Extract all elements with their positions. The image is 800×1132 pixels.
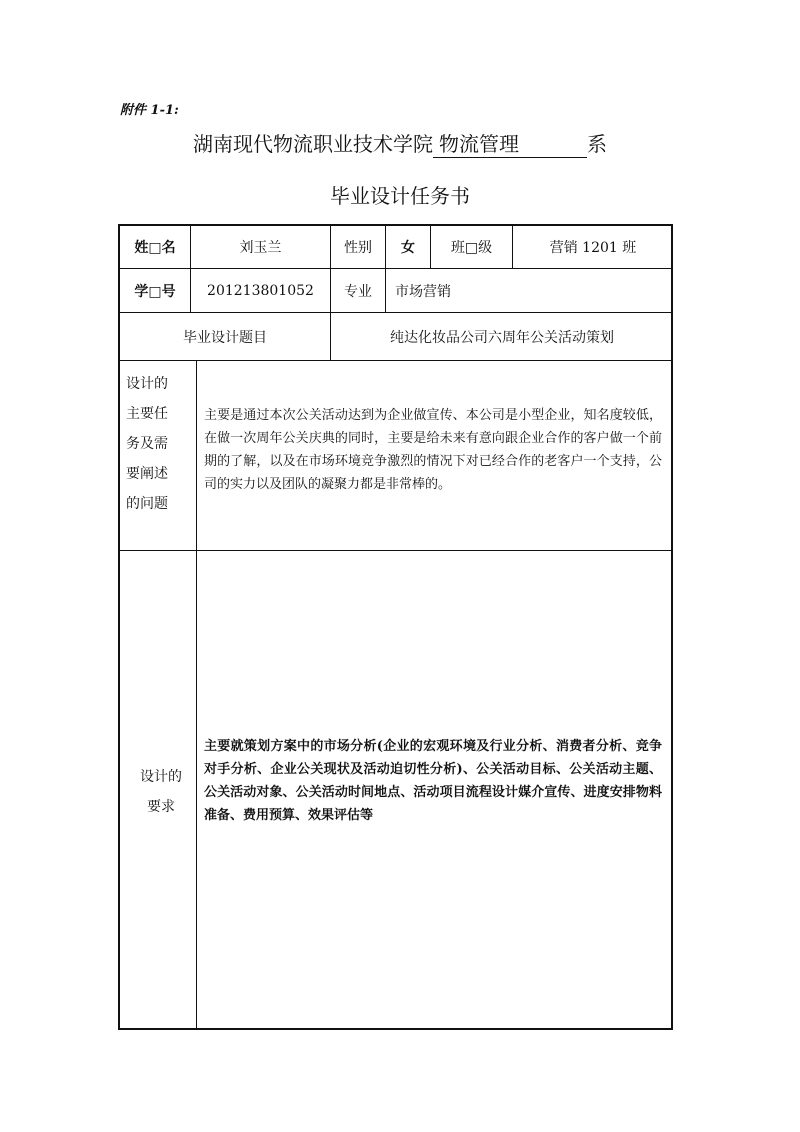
requirements-label-line: 要求: [147, 799, 175, 815]
department-name: 物流管理: [433, 128, 525, 158]
row-divider: [120, 550, 673, 551]
col-divider: [196, 360, 197, 1030]
row-divider: [120, 360, 673, 361]
requirements-text: 主要就策划方案中的市场分析(企业的宏观环境及行业分析、消费者分析、竞争对手分析、企业公关现状及活动迫切性分析)、公关活动目标、公关活动主题、公关活动对象、公关活动时间地点、活动项目流程设计媒介宣传、进度安排物料准备、费用预算、效果评估等: [204, 739, 662, 823]
topic-label: 毕业设计题目: [183, 329, 267, 346]
appendix-label: 附件 1-1:: [120, 103, 179, 118]
issues-label-line: 的问题: [126, 496, 168, 512]
class-value: 营销 1201 班: [549, 240, 637, 256]
school-title: [0, 128, 800, 158]
major-value: 市场营销: [395, 283, 451, 300]
issues-text: 主要是通过本次公关活动达到为企业做宣传、本公司是小型企业，知名度较低，在做一次周年公关庆典的同时，主要是给未来有意向跟企业合作的客户做一个前期的了解，以及在市场环境竞争激烈的情况下对已经合作的老客户一个支持，公司的实力以及团队的凝聚力都是非常棒的。: [204, 408, 662, 492]
document-title: 毕业设计任务书: [330, 184, 470, 208]
school-name: 湖南现代物流职业技术学院: [193, 132, 433, 156]
student-id-label: 学□号: [134, 283, 176, 300]
department-suffix: 系: [587, 132, 607, 156]
gender-value: 女: [401, 240, 415, 256]
name-value: 刘玉兰: [239, 240, 282, 256]
gender-label: 性别: [344, 240, 372, 256]
topic-value: 纯达化妆品公司六周年公关活动策划: [390, 329, 614, 346]
major-label: 专业: [344, 283, 372, 300]
issues-label-line: 主要任: [126, 406, 168, 422]
student-id-value: 201213801052: [207, 282, 314, 299]
issues-label-line: 务及需: [126, 436, 168, 452]
department-blank: [525, 137, 587, 158]
class-label: 班□级: [450, 240, 493, 256]
issues-label-line: 要阐述: [126, 466, 168, 482]
name-label: 姓□名: [134, 240, 176, 256]
issues-label: [126, 369, 192, 519]
task-table: [118, 224, 673, 1030]
issues-label-line: 设计的: [126, 376, 168, 392]
requirements-label: [126, 762, 196, 822]
requirements-label-line: 设计的: [140, 769, 182, 785]
